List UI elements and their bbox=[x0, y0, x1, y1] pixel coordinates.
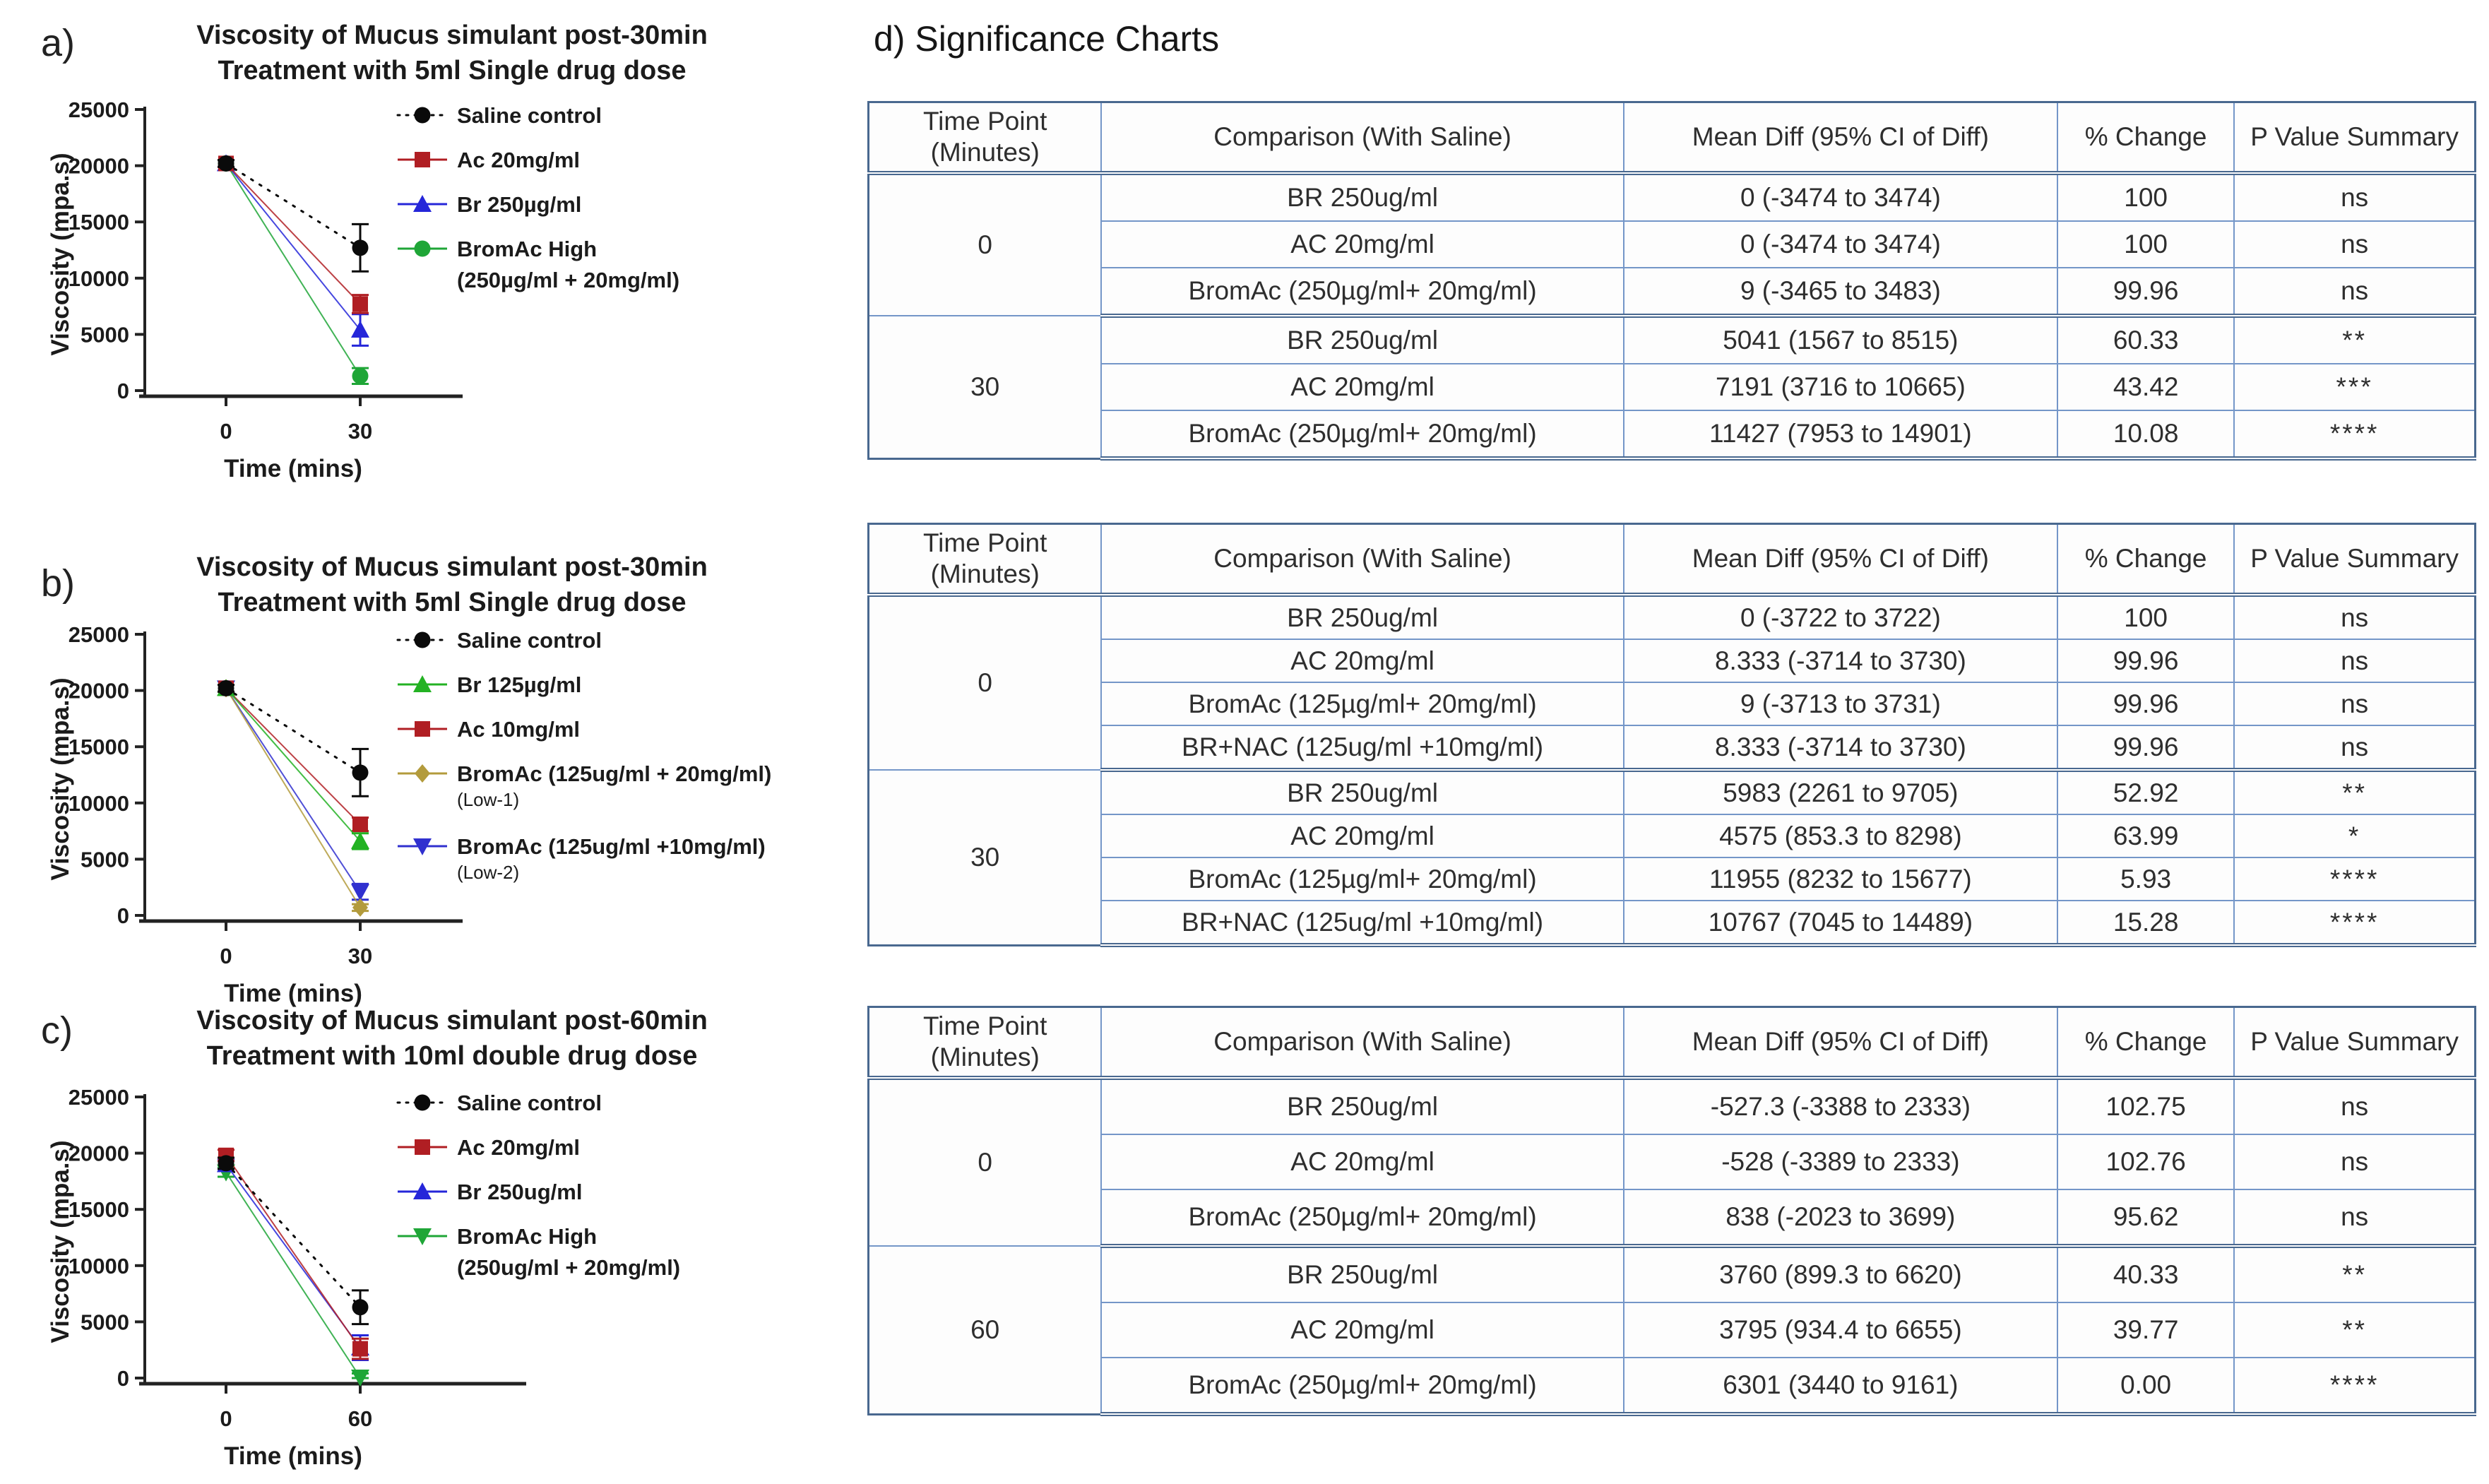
header-c-pct: % Change bbox=[2057, 1007, 2234, 1079]
cell-comparison: BromAc (250µg/ml+ 20mg/ml) bbox=[1101, 1358, 1623, 1414]
ac-10mg-ml-legend-marker bbox=[415, 721, 430, 737]
y-axis-title: Viscosity (mpa.s) bbox=[47, 677, 74, 881]
header-row bbox=[869, 102, 2476, 174]
ac-20mg-ml-marker bbox=[352, 1341, 368, 1357]
legend-item-bromac-high bbox=[398, 1224, 680, 1280]
series-ac-10mg-ml bbox=[218, 680, 369, 832]
legend-label: Ac 10mg/ml bbox=[457, 717, 581, 742]
table-row bbox=[869, 595, 2476, 639]
cell-mean-diff: -527.3 (-3388 to 2333) bbox=[1624, 1078, 2057, 1134]
cell-time-point: 0 bbox=[869, 1078, 1102, 1246]
viscosity-chart-c bbox=[39, 1083, 830, 1478]
x-tick-label: 0 bbox=[220, 1406, 232, 1431]
axes bbox=[47, 97, 463, 482]
series-line bbox=[226, 163, 360, 376]
x-axis-title: Time (mins) bbox=[224, 455, 362, 482]
cell-comparison: BR 250ug/ml bbox=[1101, 595, 1623, 639]
series-ac-20mg-ml bbox=[218, 155, 369, 313]
viscosity-chart-a bbox=[39, 95, 830, 491]
cell-pct-change: 100 bbox=[2057, 221, 2234, 268]
header-row bbox=[869, 1007, 2476, 1079]
table-row bbox=[869, 1246, 2476, 1302]
cell-pct-change: 100 bbox=[2057, 173, 2234, 221]
cell-comparison: BR 250ug/ml bbox=[1101, 770, 1623, 814]
cell-p-value: ns bbox=[2234, 268, 2475, 316]
panel-b-title-line1: Viscosity of Mucus simulant post-30min bbox=[196, 552, 708, 582]
x-axis-title: Time (mins) bbox=[224, 980, 362, 1007]
cell-p-value: ns bbox=[2234, 221, 2475, 268]
saline-control-legend-marker bbox=[415, 1095, 431, 1111]
y-tick-label: 25000 bbox=[68, 622, 129, 647]
legend-sublabel: (Low-1) bbox=[457, 789, 520, 810]
table-row bbox=[869, 725, 2476, 770]
cell-mean-diff: 9 (-3465 to 3483) bbox=[1624, 268, 2057, 316]
cell-p-value: ** bbox=[2234, 316, 2475, 364]
legend-label: BromAc High bbox=[457, 237, 598, 261]
y-tick-label: 5000 bbox=[81, 847, 129, 872]
cell-p-value: ns bbox=[2234, 595, 2475, 639]
cell-comparison: AC 20mg/ml bbox=[1101, 639, 1623, 682]
legend bbox=[398, 103, 679, 292]
y-tick-label: 0 bbox=[117, 1366, 129, 1391]
cell-pct-change: 102.75 bbox=[2057, 1078, 2234, 1134]
y-axis-title: Viscosity (mpa.s) bbox=[47, 1140, 74, 1343]
cell-comparison: BromAc (250µg/ml+ 20mg/ml) bbox=[1101, 1189, 1623, 1246]
cell-pct-change: 0.00 bbox=[2057, 1358, 2234, 1414]
legend-label: Ac 20mg/ml bbox=[457, 148, 581, 172]
y-tick-label: 25000 bbox=[68, 1085, 129, 1110]
cell-comparison: BR 250ug/ml bbox=[1101, 316, 1623, 364]
cell-time-point: 0 bbox=[869, 173, 1102, 316]
cell-comparison: BromAc (250µg/ml+ 20mg/ml) bbox=[1101, 268, 1623, 316]
significance-table-3 bbox=[867, 1006, 2476, 1416]
cell-mean-diff: 9 (-3713 to 3731) bbox=[1624, 682, 2057, 725]
panel-b-label: b) bbox=[41, 562, 76, 605]
viscosity-chart-b bbox=[39, 620, 830, 1016]
saline-control-marker bbox=[218, 155, 234, 172]
panel-b-title-line2: Treatment with 5ml Single drug dose bbox=[218, 588, 687, 617]
legend-label: BromAc High bbox=[457, 1224, 598, 1249]
header-c-p: P Value Summary bbox=[2234, 102, 2475, 174]
cell-pct-change: 15.28 bbox=[2057, 901, 2234, 945]
cell-pct-change: 95.62 bbox=[2057, 1189, 2234, 1246]
ac-10mg-ml-marker bbox=[352, 817, 368, 832]
ac-20mg-ml-legend-marker bbox=[415, 1139, 430, 1155]
cell-mean-diff: 3795 (934.4 to 6655) bbox=[1624, 1302, 2057, 1358]
header-c-p: P Value Summary bbox=[2234, 1007, 2475, 1079]
panel-c-title-line2: Treatment with 10ml double drug dose bbox=[206, 1041, 698, 1071]
series-bromac-high bbox=[217, 1165, 369, 1387]
cell-comparison: AC 20mg/ml bbox=[1101, 814, 1623, 857]
cell-mean-diff: 7191 (3716 to 10665) bbox=[1624, 364, 2057, 410]
series-line bbox=[226, 688, 360, 907]
cell-comparison: BR 250ug/ml bbox=[1101, 1078, 1623, 1134]
cell-comparison: BromAc (125µg/ml+ 20mg/ml) bbox=[1101, 682, 1623, 725]
bromac-high-marker bbox=[352, 368, 369, 384]
table-row bbox=[869, 1134, 2476, 1189]
y-tick-label: 0 bbox=[117, 903, 129, 928]
cell-p-value: **** bbox=[2234, 1358, 2475, 1414]
axes bbox=[47, 1085, 526, 1470]
cell-comparison: BR+NAC (125ug/ml +10mg/ml) bbox=[1101, 901, 1623, 945]
series-saline-control bbox=[218, 680, 369, 796]
table-row bbox=[869, 901, 2476, 945]
table-row bbox=[869, 1189, 2476, 1246]
series-line bbox=[226, 163, 360, 330]
series-line bbox=[226, 688, 360, 841]
significance-table-2-wrap bbox=[867, 523, 2476, 947]
cell-p-value: **** bbox=[2234, 901, 2475, 945]
panel-c-title bbox=[106, 1003, 798, 1074]
panel-c-label: c) bbox=[41, 1009, 73, 1052]
cell-pct-change: 5.93 bbox=[2057, 857, 2234, 901]
cell-pct-change: 102.76 bbox=[2057, 1134, 2234, 1189]
saline-control-marker bbox=[352, 239, 369, 256]
cell-time-point: 60 bbox=[869, 1246, 1102, 1414]
x-tick-label: 60 bbox=[347, 1406, 373, 1431]
legend-label: Ac 20mg/ml bbox=[457, 1135, 581, 1160]
header-c-pct: % Change bbox=[2057, 102, 2234, 174]
y-tick-label: 5000 bbox=[81, 1310, 129, 1335]
significance-table-2 bbox=[867, 523, 2476, 947]
cell-pct-change: 40.33 bbox=[2057, 1246, 2234, 1302]
panel-a-title bbox=[106, 18, 798, 88]
cell-pct-change: 52.92 bbox=[2057, 770, 2234, 814]
panel-a-title-line1: Viscosity of Mucus simulant post-30min bbox=[196, 20, 708, 50]
table-row bbox=[869, 639, 2476, 682]
cell-comparison: AC 20mg/ml bbox=[1101, 1302, 1623, 1358]
series-bromac-125ug-ml-10mg-ml bbox=[217, 680, 369, 901]
legend-sublabel: (Low-2) bbox=[457, 862, 520, 883]
header-c-comp: Comparison (With Saline) bbox=[1101, 1007, 1623, 1079]
header-c-diff: Mean Diff (95% CI of Diff) bbox=[1624, 102, 2057, 174]
cell-p-value: **** bbox=[2234, 857, 2475, 901]
table-row bbox=[869, 1078, 2476, 1134]
legend-label: Saline control bbox=[457, 628, 602, 653]
y-tick-label: 5000 bbox=[81, 322, 129, 348]
cell-comparison: BR+NAC (125ug/ml +10mg/ml) bbox=[1101, 725, 1623, 770]
header-c-time: Time Point (Minutes) bbox=[869, 1007, 1102, 1079]
legend-item-ac-20mg-ml bbox=[398, 1135, 580, 1160]
cell-pct-change: 99.96 bbox=[2057, 725, 2234, 770]
legend-label: Br 125µg/ml bbox=[457, 672, 582, 697]
legend-item-saline-control bbox=[398, 628, 602, 653]
table-row bbox=[869, 173, 2476, 221]
cell-mean-diff: 838 (-2023 to 3699) bbox=[1624, 1189, 2057, 1246]
x-axis-title: Time (mins) bbox=[224, 1442, 362, 1470]
cell-pct-change: 39.77 bbox=[2057, 1302, 2234, 1358]
section-d-title: d) Significance Charts bbox=[874, 19, 1220, 59]
cell-pct-change: 63.99 bbox=[2057, 814, 2234, 857]
cell-comparison: BromAc (125µg/ml+ 20mg/ml) bbox=[1101, 857, 1623, 901]
table-row bbox=[869, 1302, 2476, 1358]
cell-mean-diff: 6301 (3440 to 9161) bbox=[1624, 1358, 2057, 1414]
series-br-125-g-ml bbox=[217, 679, 369, 849]
cell-time-point: 0 bbox=[869, 595, 1102, 770]
cell-comparison: BR 250ug/ml bbox=[1101, 173, 1623, 221]
saline-control-legend-marker bbox=[415, 107, 431, 124]
legend-label: Saline control bbox=[457, 103, 602, 128]
y-tick-label: 0 bbox=[117, 379, 129, 403]
y-tick-label: 20000 bbox=[68, 153, 129, 179]
cell-mean-diff: 8.333 (-3714 to 3730) bbox=[1624, 725, 2057, 770]
ac-20mg-ml-marker bbox=[352, 296, 368, 311]
legend-label: Saline control bbox=[457, 1091, 602, 1115]
legend-label-line2: (250ug/ml + 20mg/ml) bbox=[457, 1255, 681, 1280]
table-row bbox=[869, 316, 2476, 364]
bromac-125ug-ml-20mg-ml-marker bbox=[352, 898, 368, 917]
cell-mean-diff: 11955 (8232 to 15677) bbox=[1624, 857, 2057, 901]
header-row bbox=[869, 524, 2476, 595]
series-line bbox=[226, 1163, 360, 1307]
panel-a-title-line2: Treatment with 5ml Single drug dose bbox=[218, 56, 687, 85]
table-row bbox=[869, 814, 2476, 857]
table-row bbox=[869, 364, 2476, 410]
axes bbox=[47, 622, 463, 1007]
cell-time-point: 30 bbox=[869, 770, 1102, 945]
cell-comparison: AC 20mg/ml bbox=[1101, 221, 1623, 268]
series-bromac-high bbox=[218, 155, 369, 384]
header-c-comp: Comparison (With Saline) bbox=[1101, 102, 1623, 174]
y-tick-label: 15000 bbox=[68, 1197, 129, 1223]
table-row bbox=[869, 770, 2476, 814]
legend-item-ac-10mg-ml bbox=[398, 717, 580, 742]
legend-item-saline-control bbox=[398, 1091, 602, 1115]
header-c-pct: % Change bbox=[2057, 524, 2234, 595]
series-line bbox=[226, 163, 360, 304]
cell-pct-change: 99.96 bbox=[2057, 639, 2234, 682]
bromac-high-legend-marker bbox=[415, 241, 431, 257]
saline-control-legend-marker bbox=[415, 632, 431, 648]
y-tick-label: 10000 bbox=[68, 266, 129, 291]
y-tick-label: 10000 bbox=[68, 1253, 129, 1278]
legend-item-br-125-g-ml bbox=[398, 672, 581, 697]
cell-pct-change: 60.33 bbox=[2057, 316, 2234, 364]
header-c-p: P Value Summary bbox=[2234, 524, 2475, 595]
series-line bbox=[226, 163, 360, 247]
header-c-diff: Mean Diff (95% CI of Diff) bbox=[1624, 1007, 2057, 1079]
series-bromac-125ug-ml-20mg-ml bbox=[218, 679, 369, 916]
legend-label: Br 250µg/ml bbox=[457, 192, 582, 217]
cell-comparison: AC 20mg/ml bbox=[1101, 1134, 1623, 1189]
series-line bbox=[226, 1173, 360, 1377]
legend-item-br-250-g-ml bbox=[398, 192, 581, 217]
header-c-comp: Comparison (With Saline) bbox=[1101, 524, 1623, 595]
cell-mean-diff: 3760 (899.3 to 6620) bbox=[1624, 1246, 2057, 1302]
cell-pct-change: 100 bbox=[2057, 595, 2234, 639]
ac-20mg-ml-legend-marker bbox=[415, 152, 430, 167]
saline-control-marker bbox=[352, 1299, 369, 1315]
cell-p-value: ** bbox=[2234, 1246, 2475, 1302]
saline-control-marker bbox=[218, 680, 234, 696]
cell-mean-diff: 0 (-3474 to 3474) bbox=[1624, 221, 2057, 268]
cell-comparison: BR 250ug/ml bbox=[1101, 1246, 1623, 1302]
cell-mean-diff: 10767 (7045 to 14489) bbox=[1624, 901, 2057, 945]
legend-item-br-250ug-ml bbox=[398, 1180, 582, 1204]
series-line bbox=[226, 688, 360, 824]
header-c-diff: Mean Diff (95% CI of Diff) bbox=[1624, 524, 2057, 595]
cell-mean-diff: 5041 (1567 to 8515) bbox=[1624, 316, 2057, 364]
header-c-time: Time Point (Minutes) bbox=[869, 102, 1102, 174]
cell-pct-change: 99.96 bbox=[2057, 682, 2234, 725]
br-250-g-ml-marker bbox=[351, 321, 369, 338]
cell-comparison: BromAc (250µg/ml+ 20mg/ml) bbox=[1101, 410, 1623, 458]
cell-comparison: AC 20mg/ml bbox=[1101, 364, 1623, 410]
cell-p-value: **** bbox=[2234, 410, 2475, 458]
legend bbox=[398, 1091, 680, 1280]
legend-item-bromac-high bbox=[398, 237, 679, 292]
cell-mean-diff: 0 (-3722 to 3722) bbox=[1624, 595, 2057, 639]
legend bbox=[398, 628, 771, 883]
y-tick-label: 15000 bbox=[68, 735, 129, 760]
table-row bbox=[869, 857, 2476, 901]
significance-table-1 bbox=[867, 101, 2476, 461]
y-tick-label: 25000 bbox=[68, 97, 129, 122]
cell-mean-diff: 8.333 (-3714 to 3730) bbox=[1624, 639, 2057, 682]
series-saline-control bbox=[218, 1155, 369, 1324]
saline-control-marker bbox=[352, 764, 369, 780]
panel-a-label: a) bbox=[41, 22, 76, 64]
x-tick-label: 0 bbox=[220, 419, 232, 444]
table-row bbox=[869, 682, 2476, 725]
cell-mean-diff: 4575 (853.3 to 8298) bbox=[1624, 814, 2057, 857]
legend-label: BromAc (125ug/ml +10mg/ml) bbox=[457, 834, 766, 859]
legend-item-saline-control bbox=[398, 103, 602, 128]
cell-p-value: ns bbox=[2234, 725, 2475, 770]
cell-p-value: ** bbox=[2234, 1302, 2475, 1358]
cell-mean-diff: 0 (-3474 to 3474) bbox=[1624, 173, 2057, 221]
legend-item-bromac-125ug-ml-20mg-ml bbox=[398, 761, 771, 810]
series-br-250-g-ml bbox=[217, 154, 369, 345]
saline-control-marker bbox=[218, 1155, 234, 1171]
y-tick-label: 10000 bbox=[68, 790, 129, 816]
legend-label: Br 250ug/ml bbox=[457, 1180, 583, 1204]
y-tick-label: 20000 bbox=[68, 678, 129, 704]
cell-p-value: ** bbox=[2234, 770, 2475, 814]
cell-pct-change: 10.08 bbox=[2057, 410, 2234, 458]
table-row bbox=[869, 410, 2476, 458]
bromac-125ug-ml-20mg-ml-legend-marker bbox=[415, 764, 430, 783]
cell-p-value: *** bbox=[2234, 364, 2475, 410]
table-row bbox=[869, 221, 2476, 268]
cell-mean-diff: 5983 (2261 to 9705) bbox=[1624, 770, 2057, 814]
cell-p-value: ns bbox=[2234, 1189, 2475, 1246]
x-tick-label: 0 bbox=[220, 944, 232, 968]
significance-table-3-wrap bbox=[867, 1006, 2476, 1416]
y-axis-title: Viscosity (mpa.s) bbox=[47, 153, 74, 356]
legend-label: BromAc (125ug/ml + 20mg/ml) bbox=[457, 761, 772, 786]
x-tick-label: 30 bbox=[347, 944, 373, 968]
legend-item-ac-20mg-ml bbox=[398, 148, 580, 172]
series-saline-control bbox=[218, 155, 369, 271]
series-line bbox=[226, 688, 360, 772]
legend-item-bromac-125ug-ml-10mg-ml bbox=[398, 834, 766, 883]
cell-mean-diff: -528 (-3389 to 2333) bbox=[1624, 1134, 2057, 1189]
cell-mean-diff: 11427 (7953 to 14901) bbox=[1624, 410, 2057, 458]
y-tick-label: 20000 bbox=[68, 1141, 129, 1166]
header-c-time: Time Point (Minutes) bbox=[869, 524, 1102, 595]
cell-p-value: * bbox=[2234, 814, 2475, 857]
cell-p-value: ns bbox=[2234, 173, 2475, 221]
table-row bbox=[869, 1358, 2476, 1414]
cell-p-value: ns bbox=[2234, 1134, 2475, 1189]
series-line bbox=[226, 688, 360, 891]
panel-c-title-line1: Viscosity of Mucus simulant post-60min bbox=[196, 1006, 708, 1035]
cell-time-point: 30 bbox=[869, 316, 1102, 458]
y-tick-label: 15000 bbox=[68, 210, 129, 235]
cell-p-value: ns bbox=[2234, 1078, 2475, 1134]
cell-pct-change: 99.96 bbox=[2057, 268, 2234, 316]
panel-b-title bbox=[106, 550, 798, 620]
table-row bbox=[869, 268, 2476, 316]
x-tick-label: 30 bbox=[347, 419, 373, 444]
significance-table-1-wrap bbox=[867, 101, 2476, 461]
cell-pct-change: 43.42 bbox=[2057, 364, 2234, 410]
cell-p-value: ns bbox=[2234, 682, 2475, 725]
cell-p-value: ns bbox=[2234, 639, 2475, 682]
legend-label-line2: (250µg/ml + 20mg/ml) bbox=[457, 268, 680, 292]
